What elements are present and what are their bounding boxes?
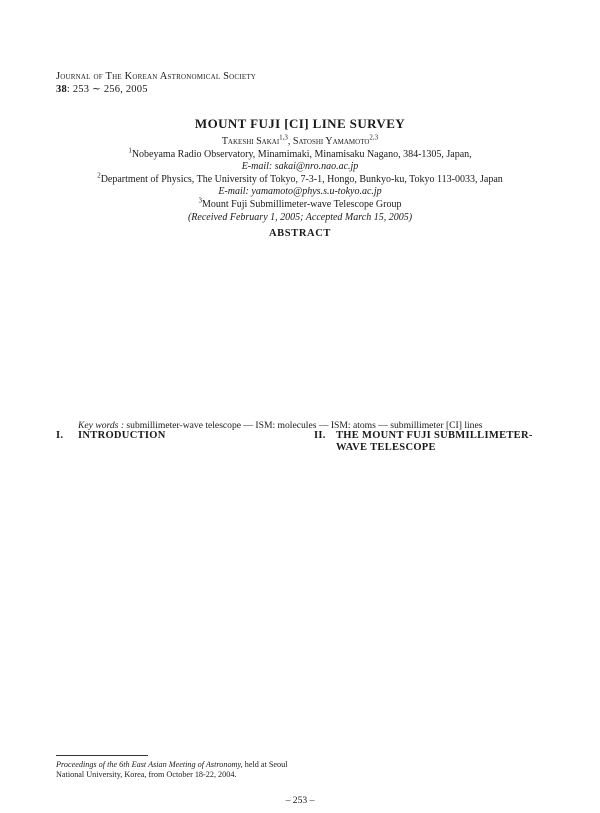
journal-pages: : 253 ∼ 256, 2005 — [66, 84, 148, 95]
journal-name: Journal of The Korean Astronomical Society — [56, 71, 257, 82]
affiliation-mark: 3 — [198, 196, 203, 205]
footnote-prefix: Proceedings of the 6th East Asian Meeting of Astronomy, — [56, 760, 243, 769]
section-title-continued: WAVE TELESCOPE — [336, 441, 436, 453]
affiliation-3 — [0, 196, 600, 212]
email-2: E-mail: yamamoto@phys.s.u-tokyo.ac.jp — [218, 186, 382, 198]
author-2: Satoshi Yamamoto — [292, 136, 370, 147]
authors — [0, 133, 600, 149]
author-separator: , — [287, 136, 293, 147]
affiliation-mark: 1 — [128, 146, 132, 155]
author-1-affiliation-mark: 1,3 — [279, 133, 288, 142]
affiliation-text: Nobeyama Radio Observatory, Minamimaki, Minamisaku Nagano, 384-1305, Japan, — [131, 148, 472, 160]
journal-header — [56, 70, 256, 96]
page-number: – 253 – — [285, 795, 315, 806]
abstract-heading: ABSTRACT — [269, 228, 331, 239]
affiliation-mark: 2 — [97, 171, 101, 180]
author-block — [0, 133, 600, 224]
paper-title: MOUNT FUJI [CI] LINE SURVEY — [194, 116, 406, 131]
keywords-text: submillimeter-wave telescope — ISM: molecules — ISM: atoms — submillimeter [CI] lines — [124, 420, 483, 431]
section-title: THE MOUNT FUJI SUBMILLIMETER- — [336, 430, 533, 441]
author-2-affiliation-mark: 2,3 — [369, 133, 379, 142]
section-number: II. — [314, 430, 326, 441]
journal-volume: 38 — [56, 84, 67, 95]
received-dates: (Received February 1, 2005; Accepted March 15, 2005) — [187, 211, 413, 223]
keywords-label: Key words : — [78, 420, 125, 431]
footnote-text: held at Seoul National University, Korea, from October 18-22, 2004. — [56, 760, 288, 779]
email-1: E-mail: sakai@nro.nao.ac.jp — [241, 161, 359, 173]
affiliation-text: Mount Fuji Submillimeter-wave Telescope Group — [202, 198, 402, 210]
affiliation-text: Department of Physics, The University of Tokyo, 7-3-1, Hongo, Bunkyo-ku, Tokyo 113-0033, Japan — [100, 173, 503, 185]
affiliation-1 — [0, 146, 600, 162]
footnote — [56, 760, 296, 780]
section-heading-introduction — [56, 430, 288, 442]
section-number: I. — [56, 430, 64, 441]
left-column — [56, 430, 288, 448]
right-column — [314, 430, 546, 459]
section-heading-telescope — [314, 430, 546, 453]
footnote-rule — [56, 755, 148, 756]
affiliation-2 — [0, 171, 600, 187]
author-1: Takeshi Sakai — [221, 136, 280, 147]
section-title: INTRODUCTION — [78, 430, 166, 441]
